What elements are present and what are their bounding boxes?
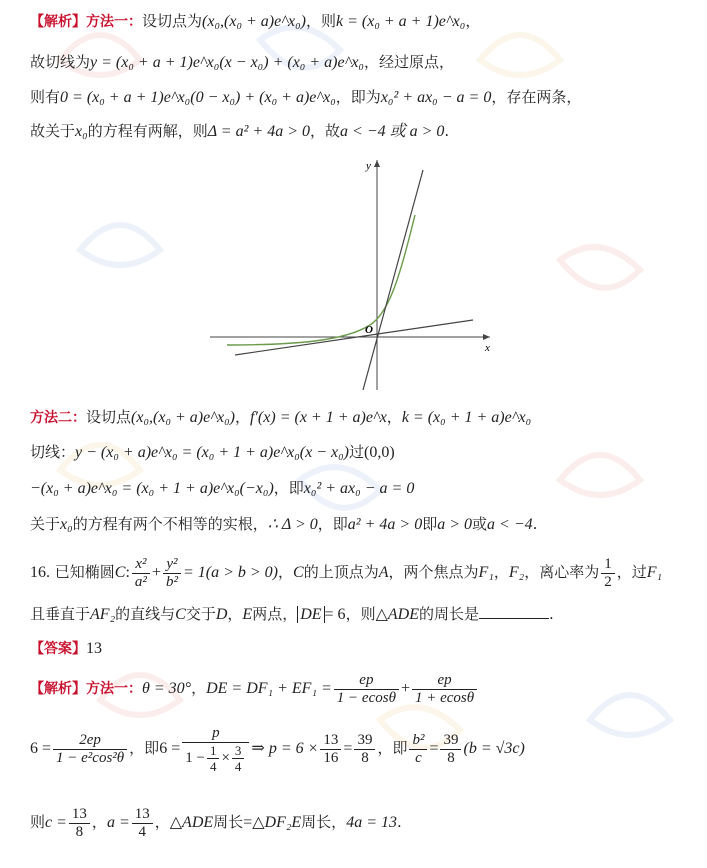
plus: +: [151, 564, 161, 581]
text: 设切点: [86, 408, 132, 426]
text: ，: [386, 408, 402, 426]
text: 关于: [30, 515, 61, 533]
ellipse-c: C: [114, 564, 126, 581]
fraction-2: [412, 672, 477, 707]
text: 交于: [185, 605, 216, 623]
text: 设切点为: [142, 12, 203, 30]
text: ，即: [377, 739, 408, 757]
x-axis-arrow: [483, 334, 490, 340]
eq-6: = 6: [324, 606, 346, 623]
numerator: 13: [69, 806, 90, 824]
text: ，存在两条，: [491, 88, 582, 106]
analysis-tag: 【解析】: [30, 14, 86, 30]
numerator: x²: [132, 556, 150, 574]
var-x0: x₀: [60, 516, 73, 533]
text: 过: [349, 443, 365, 461]
plus: +: [400, 680, 410, 697]
text: ，即为: [335, 88, 381, 106]
a-eq: a =: [106, 814, 130, 831]
tangent-point: (x₀,(x₀ + a)e^x₀): [131, 409, 235, 426]
text: 周长: [213, 813, 244, 831]
denominator: 8: [75, 823, 84, 840]
tangent-eq: y = (x₀ + a + 1)e^x₀(x − x₀) + (x₀ + a)e^x₀: [90, 54, 364, 71]
text: ，故: [310, 122, 341, 140]
text: 则有: [30, 88, 61, 106]
text: ，: [91, 813, 107, 831]
denominator: 2: [604, 573, 612, 590]
analysis-tag: 【解析】: [30, 681, 86, 697]
denominator: 1 + ecosθ: [414, 689, 475, 706]
denominator: c: [415, 749, 422, 766]
focus-f1: F₁: [646, 564, 663, 581]
text: ，即: [317, 515, 348, 533]
tangent-graph: [205, 155, 495, 395]
origin-label: O: [365, 324, 373, 336]
answer-line: [30, 637, 102, 660]
text: 周长，: [301, 813, 347, 831]
point-a: A: [378, 564, 389, 581]
denominator: 8: [447, 749, 455, 766]
m2-line-2: [30, 441, 395, 464]
focus-f1: F₁: [478, 564, 494, 581]
text: 的上顶点为: [303, 563, 379, 581]
fraction-10: [132, 806, 153, 841]
denominator: 1 − e²cos²θ: [56, 749, 125, 766]
result-2: a < −4: [487, 516, 533, 533]
text: ，: [227, 605, 243, 623]
denominator: 8: [361, 749, 369, 766]
eccentricity: [601, 556, 615, 591]
method1-tag: 方法一：: [86, 14, 142, 30]
m2-line-1: [30, 406, 531, 429]
text: 切线：: [30, 443, 76, 461]
text: 已知椭圆: [54, 563, 115, 581]
question-number: 16.: [30, 564, 50, 581]
numerator: 39: [440, 732, 461, 750]
denominator: 4: [138, 823, 146, 840]
inequality: a² + 4a > 0: [347, 516, 423, 533]
fraction-4: [182, 725, 249, 774]
exp-curve: [227, 215, 415, 345]
text: ，经过原点，: [364, 53, 455, 71]
fraction-9: [69, 806, 90, 841]
c: C: [175, 606, 186, 623]
denominator: 16: [323, 749, 339, 766]
s15-line-3: [30, 86, 581, 109]
numerator: 1: [207, 743, 220, 759]
fraction-5: [320, 732, 341, 767]
quadratic-eq: x₀² + ax₀ − a = 0: [380, 89, 492, 106]
text: ，: [154, 813, 170, 831]
point-e: E: [242, 606, 253, 623]
text: ，: [278, 563, 294, 581]
origin-point: (0,0): [364, 444, 395, 461]
final-result: 4a = 13: [346, 814, 397, 831]
lhs: 6 =: [159, 740, 181, 757]
text: 的方程有两个不相等的实根，: [72, 515, 268, 533]
fraction-7: [409, 732, 427, 767]
tangent-point: (x₀,(x₀ + a)e^x₀): [202, 13, 306, 30]
text: 或: [472, 515, 488, 533]
denominator: 4: [209, 758, 217, 774]
arrow-p: ⇒ p = 6 ×: [251, 740, 319, 757]
discriminant: Δ = a² + 4a > 0: [207, 123, 310, 140]
triangle-ade: △ADE: [375, 606, 419, 623]
fraction-8: [440, 732, 461, 767]
answer-blank: [479, 618, 549, 619]
answer-value: 13: [86, 640, 102, 657]
times: ×: [221, 749, 230, 766]
abs-de: DE: [297, 606, 324, 623]
x-label: x: [485, 342, 490, 354]
sol16-line-1: [30, 668, 479, 709]
text: 即: [422, 515, 438, 533]
text: 的直线与: [115, 605, 176, 623]
numerator: 1: [601, 556, 615, 574]
text: 两点，: [252, 605, 298, 623]
numerator: ep: [412, 672, 477, 690]
text: .: [532, 515, 538, 533]
fraction-y: [163, 556, 181, 591]
q16-line-2: [30, 603, 554, 626]
y-axis-arrow: [374, 160, 380, 167]
derivative: f′(x) = (x + 1 + a)e^x: [249, 409, 387, 426]
text: ，: [234, 408, 250, 426]
text: 的方程有两解，则: [87, 122, 208, 140]
theta: θ = 30°: [142, 680, 192, 697]
numerator: 2ep: [53, 732, 127, 750]
substituted-eq: −(x₀ + a)e^x₀ = (x₀ + 1 + a)e^x₀(−x₀): [30, 480, 274, 497]
lhs: 6 =: [30, 740, 52, 757]
equals: =: [243, 814, 253, 831]
result: a < −4 或 a > 0: [340, 123, 445, 140]
text: ，: [493, 563, 509, 581]
text: ，离心率为: [524, 563, 600, 581]
text: ，两个焦点为: [388, 563, 479, 581]
numerator: y²: [163, 556, 181, 574]
text: ，: [465, 12, 481, 30]
tangent-line-steep: [363, 170, 423, 390]
text: ，: [191, 679, 207, 697]
text: .: [549, 605, 554, 623]
slope-expr: k = (x₀ + 1 + a)e^x₀: [401, 409, 532, 426]
sol16-line-3: [30, 800, 402, 845]
result-1: a > 0: [437, 516, 472, 533]
m2-line-3: [30, 477, 414, 500]
text: ，则: [305, 12, 336, 30]
text: ，即: [129, 739, 160, 757]
triangle-ade: △ADE: [169, 814, 214, 831]
de-expr: DE = DF₁ + EF₁ =: [206, 680, 332, 697]
m2-line-4: [30, 513, 537, 536]
numerator: ep: [334, 672, 399, 690]
condition: = 1(a > b > 0): [182, 564, 278, 581]
numerator: 13: [132, 806, 153, 824]
answer-tag: 【答案】: [30, 641, 86, 657]
c: C: [293, 564, 304, 581]
denominator: a²: [134, 573, 147, 590]
segment-af2: AF₂: [90, 606, 116, 623]
denominator: b²: [165, 573, 178, 590]
den-a: 1 −: [185, 749, 205, 766]
text: .: [444, 122, 450, 140]
denominator: 1 − ecosθ: [336, 689, 396, 706]
numerator: 3: [232, 743, 245, 759]
method1-tag: 方法一：: [86, 681, 142, 697]
text: .: [396, 813, 402, 831]
tangent-eq: y − (x₀ + a)e^x₀ = (x₀ + 1 + a)e^x₀(x − x₀): [75, 444, 349, 461]
numerator: 13: [320, 732, 341, 750]
var-x0: x₀: [75, 123, 88, 140]
s15-line-4: [30, 120, 449, 143]
numerator: 39: [354, 732, 375, 750]
s15-line-2: [30, 51, 454, 74]
text: 故关于: [30, 122, 76, 140]
three-quarters: [232, 743, 245, 774]
method2-tag: 方法二：: [30, 410, 86, 426]
text: ，即: [273, 479, 304, 497]
q16-line-1: [30, 552, 662, 593]
origin-eq: 0 = (x₀ + a + 1)e^x₀(0 − x₀) + (x₀ + a)e^x₀: [60, 89, 336, 106]
text: 的周长是: [418, 605, 479, 623]
text: 则: [30, 813, 46, 831]
fraction-1: [334, 672, 399, 707]
fraction-x: [132, 556, 150, 591]
triangle-df2e: △DF₂E: [252, 814, 302, 831]
text: 且垂直于: [30, 605, 91, 623]
equals: =: [429, 740, 439, 757]
colon: :: [125, 564, 130, 581]
slope-expr: k = (x₀ + a + 1)e^x₀: [335, 13, 466, 30]
numerator: b²: [409, 732, 427, 750]
y-label: y: [366, 160, 371, 172]
text: 故切线为: [30, 53, 91, 71]
point-d: D: [215, 606, 228, 623]
quarter: [207, 743, 220, 774]
delta: ∴ Δ > 0: [267, 516, 318, 533]
text: ，则: [345, 605, 376, 623]
fraction-6: [354, 732, 375, 767]
fraction-3: [53, 732, 127, 767]
numerator: p: [182, 725, 249, 743]
c-eq: c =: [45, 814, 67, 831]
quadratic-eq: x₀² + ax₀ − a = 0: [303, 480, 415, 497]
text: ，过: [616, 563, 647, 581]
focus-f2: F₂: [508, 564, 525, 581]
denominator: [182, 743, 249, 774]
s15-line-1: [30, 10, 480, 33]
relation: (b = √3c): [463, 740, 525, 757]
sol16-line-2: [30, 724, 525, 774]
denominator: 4: [234, 758, 242, 774]
equals: =: [343, 740, 353, 757]
